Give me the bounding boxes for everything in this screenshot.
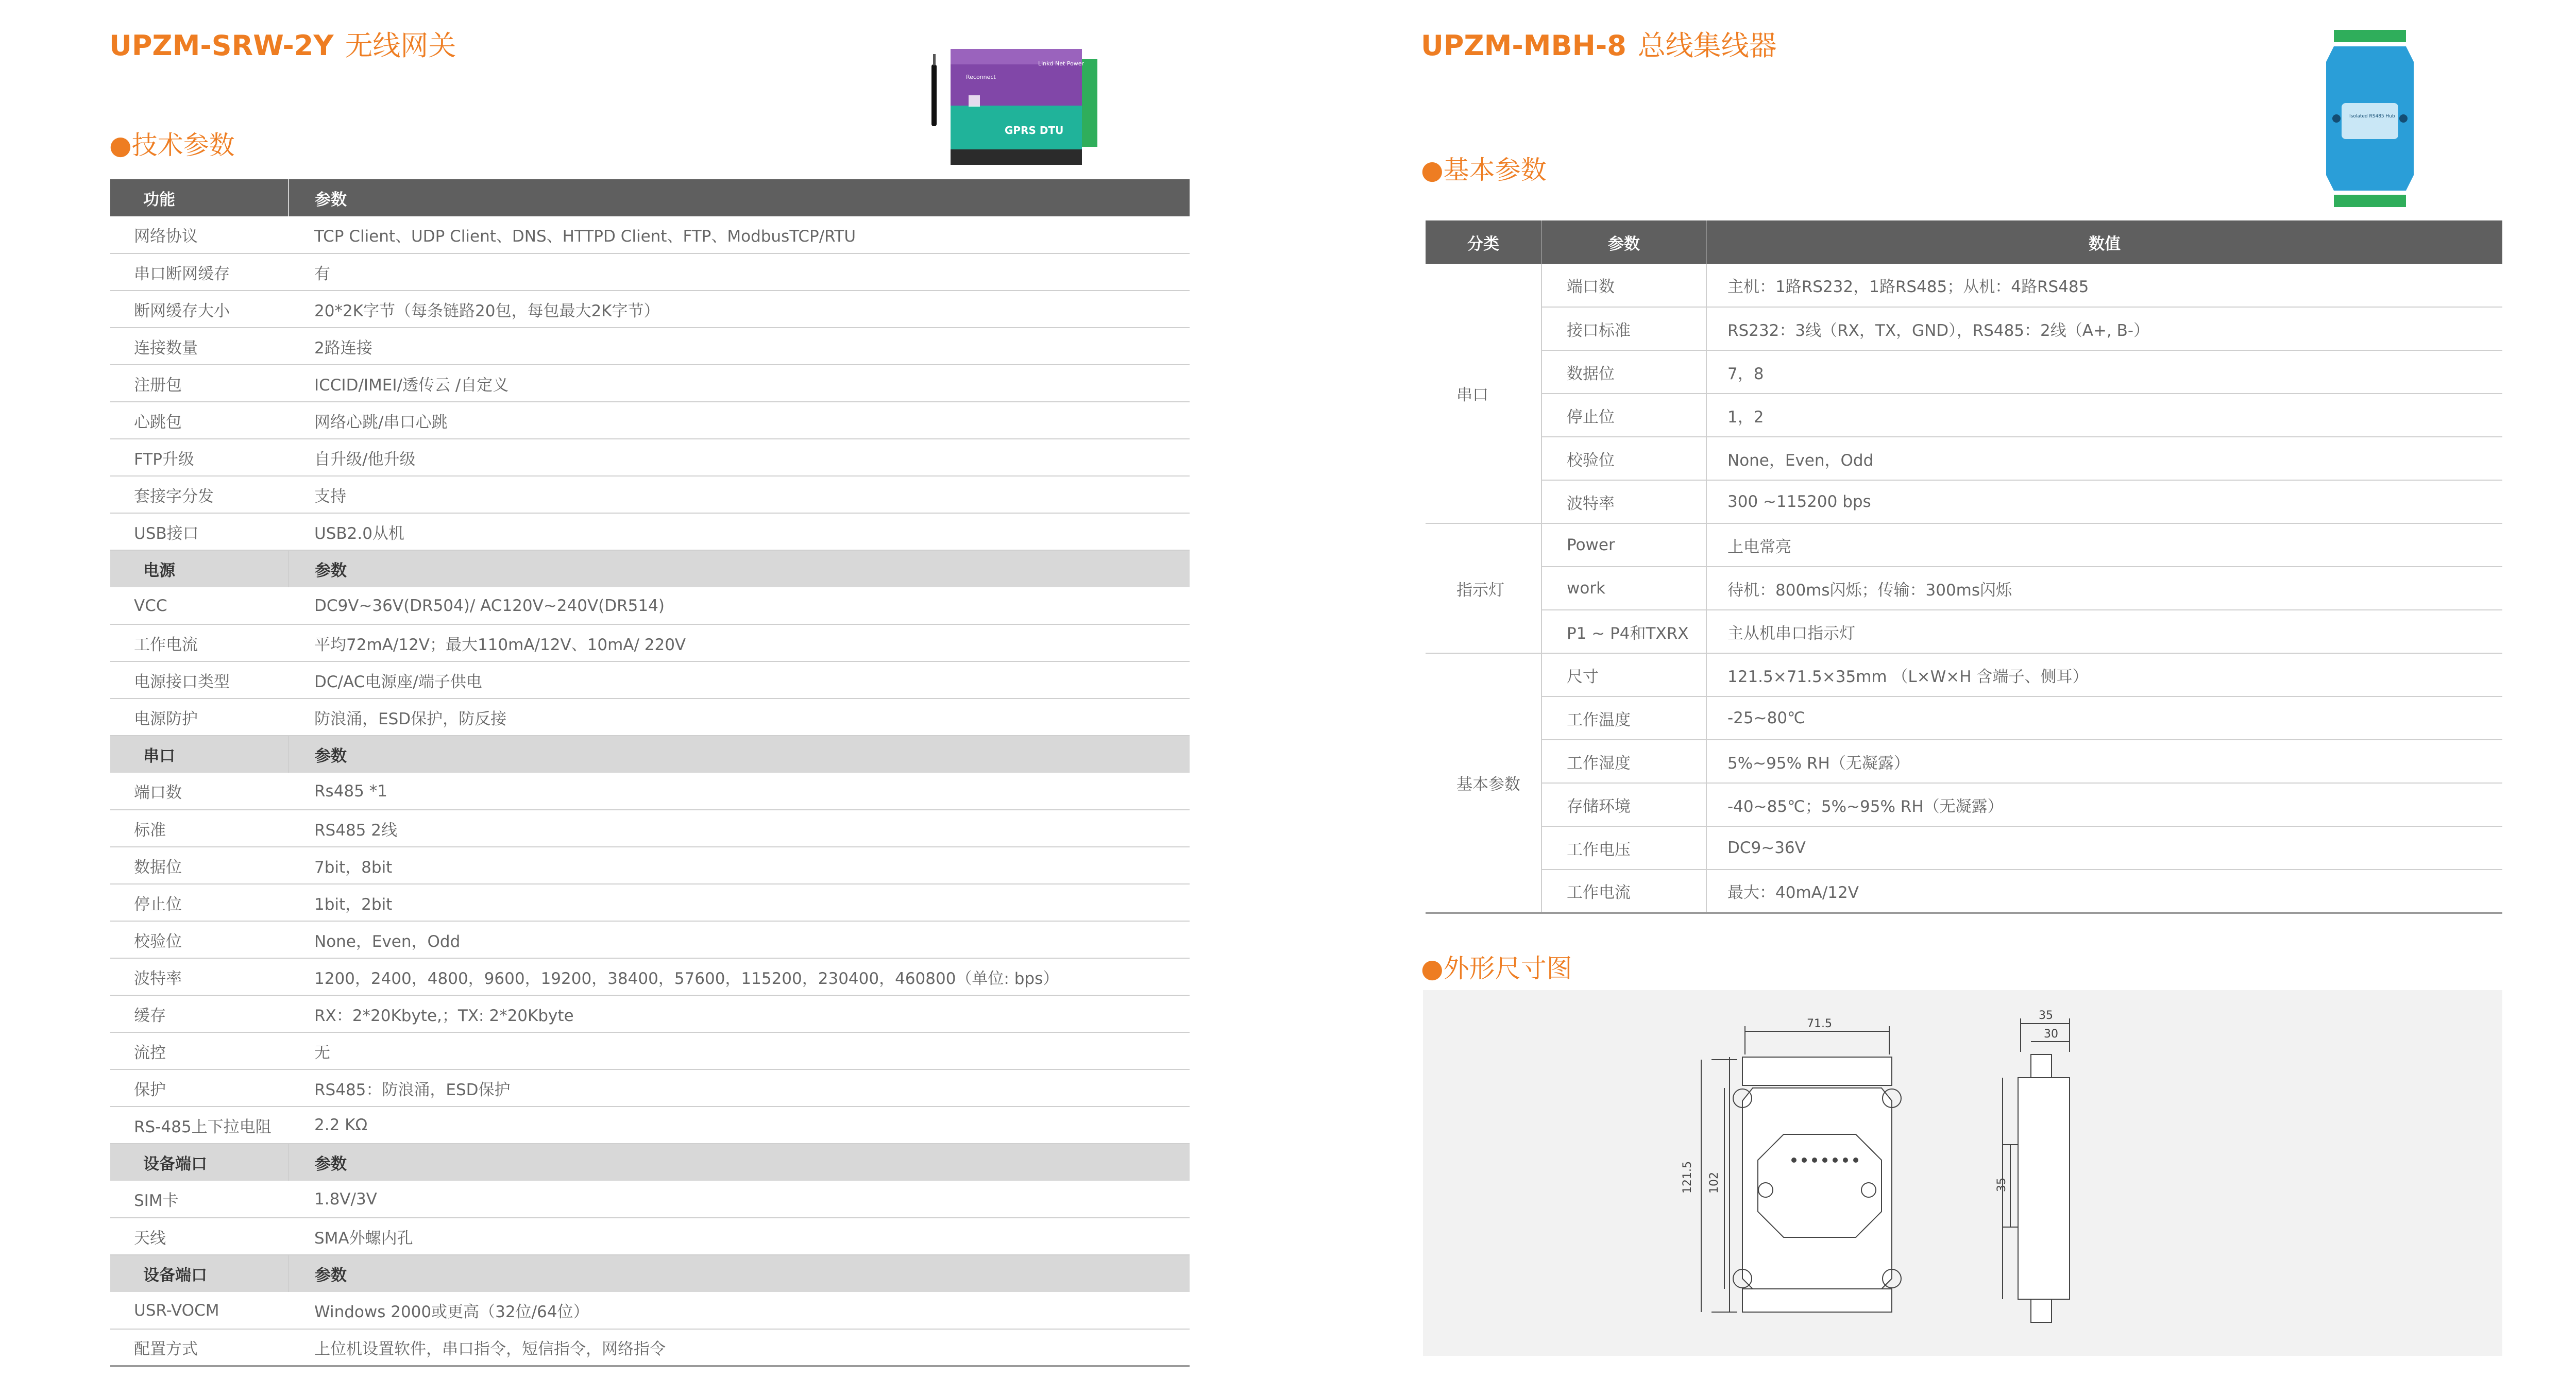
left-table-cell-function: 心跳包: [110, 402, 289, 439]
dim-height-body: 102: [1708, 1172, 1721, 1194]
left-section-label: ●技术参数: [109, 130, 235, 160]
left-table-cell-param: 防浪涌，ESD保护，防反接: [289, 699, 1190, 736]
right-table-param-cell: 工作电流: [1541, 870, 1706, 913]
left-table-cell-function: 缓存: [110, 995, 289, 1032]
left-table-cell-param: 7bit，8bit: [289, 847, 1190, 884]
left-table-cell-param: 支持: [289, 476, 1190, 513]
right-table-param-cell: 工作温度: [1541, 696, 1706, 740]
right-table-row: [1426, 740, 2502, 783]
left-table-row: [110, 773, 1190, 810]
right-table-param-cell: work: [1541, 567, 1706, 610]
right-spec-table: [1426, 220, 2502, 914]
dimension-section-label: ●外形尺寸图: [1421, 954, 1572, 983]
left-table-row: [110, 995, 1190, 1032]
left-table-row: [110, 661, 1190, 699]
left-table-cell-param: 1.8V/3V: [289, 1181, 1190, 1218]
left-table-cell-param: SMA外螺内孔: [289, 1218, 1190, 1255]
right-table-row: [1426, 350, 2502, 394]
left-table-cell-function: 设备端口: [110, 1144, 289, 1181]
left-table-cell-function: SIM卡: [110, 1181, 289, 1218]
right-table-header: [1426, 220, 2502, 264]
left-table-cell-param: 网络心跳/串口心跳: [289, 402, 1190, 439]
right-table-param-cell: Power: [1541, 523, 1706, 567]
left-table-cell-function: RS-485上下拉电阻: [110, 1107, 289, 1144]
right-table-value-cell: 1，2: [1706, 394, 2502, 437]
left-table-row: [110, 624, 1190, 661]
right-table-value-cell: 5%~95% RH（无凝露）: [1706, 740, 2502, 783]
left-spec-table-body: [110, 179, 1190, 1366]
right-table-param-cell: 校验位: [1541, 437, 1706, 480]
right-table-param-cell: 停止位: [1541, 394, 1706, 437]
left-table-cell-param: ICCID/IMEI/透传云 /自定义: [289, 365, 1190, 402]
right-table-row: [1426, 610, 2502, 653]
left-table-cell-function: 标准: [110, 810, 289, 847]
right-table-value-cell: 最大：40mA/12V: [1706, 870, 2502, 913]
right-table-row: [1426, 783, 2502, 826]
left-table-cell-param: Rs485 *1: [289, 773, 1190, 810]
left-table-row: [110, 1069, 1190, 1107]
right-table-value-cell: 主机：1路RS232，1路RS485；从机：4路RS485: [1706, 264, 2502, 307]
left-table-cell-function: 串口: [110, 736, 289, 773]
right-table-header-cell: 分类: [1426, 220, 1541, 264]
left-table-cell-function: 流控: [110, 1032, 289, 1069]
right-table-row: [1426, 523, 2502, 567]
left-table-cell-param: 自升级/他升级: [289, 439, 1190, 476]
left-table-cell-function: 校验位: [110, 921, 289, 958]
right-table-header-cell: 参数: [1541, 220, 1706, 264]
left-table-cell-function: 电源接口类型: [110, 661, 289, 699]
left-table-cell-function: 保护: [110, 1069, 289, 1107]
left-table-cell-function: 天线: [110, 1218, 289, 1255]
left-table-row: [110, 253, 1190, 291]
left-table-row: [110, 365, 1190, 402]
left-table-cell-param: 平均72mA/12V；最大110mA/12V、10mA/ 220V: [289, 624, 1190, 661]
left-table-cell-function: USB接口: [110, 513, 289, 550]
left-table-section-header: [110, 550, 1190, 587]
left-table-row: [110, 476, 1190, 513]
right-table-row: [1426, 437, 2502, 480]
right-table-value-cell: 121.5×71.5×35mm （L×W×H 含端子、侧耳）: [1706, 653, 2502, 696]
dimension-diagram: [1423, 990, 2502, 1356]
left-table-row: [110, 291, 1190, 328]
right-table-param-cell: 尺寸: [1541, 653, 1706, 696]
left-table-row: [110, 958, 1190, 995]
left-table-cell-function: 网络协议: [110, 216, 289, 253]
left-table-row: [110, 513, 1190, 550]
left-table-cell-function: USR-VOCM: [110, 1292, 289, 1329]
left-table-cell-param: 1bit，2bit: [289, 884, 1190, 921]
left-table-cell-function: 套接字分发: [110, 476, 289, 513]
right-table-value-cell: 上电常亮: [1706, 523, 2502, 567]
left-table-cell-param: 上位机设置软件，串口指令，短信指令，网络指令: [289, 1329, 1190, 1366]
left-table-row: [110, 402, 1190, 439]
left-table-cell-function: 设备端口: [110, 1255, 289, 1292]
left-table-row: [110, 1329, 1190, 1366]
left-table-cell-function: VCC: [110, 587, 289, 624]
left-table-cell-param: None，Even，Odd: [289, 921, 1190, 958]
left-table-section-header: [110, 736, 1190, 773]
svg-text:GPRS DTU: GPRS DTU: [1005, 124, 1064, 137]
right-table-group-cell: 串口: [1426, 264, 1541, 523]
left-table-cell-function: 停止位: [110, 884, 289, 921]
dim-height-total: 121.5: [1681, 1161, 1694, 1194]
left-table-row: [110, 439, 1190, 476]
left-table-row: [110, 328, 1190, 365]
right-table-value-cell: RS232：3线（RX，TX，GND），RS485：2线（A+, B-）: [1706, 307, 2502, 350]
left-table-cell-function: 数据位: [110, 847, 289, 884]
left-table-section-header: [110, 179, 1190, 216]
left-table-row: [110, 1107, 1190, 1144]
right-table-group-cell: 基本参数: [1426, 653, 1541, 913]
dim-depth-total: 35: [2039, 1009, 2053, 1022]
left-spec-table: [110, 179, 1190, 1367]
left-table-cell-param: 2.2 KΩ: [289, 1107, 1190, 1144]
right-table-row: [1426, 394, 2502, 437]
right-table-param-cell: 工作电压: [1541, 826, 1706, 870]
left-table-row: [110, 921, 1190, 958]
left-table-cell-function: 串口断网缓存: [110, 253, 289, 291]
left-table-cell-param: 参数: [289, 550, 1190, 587]
left-table-cell-function: 连接数量: [110, 328, 289, 365]
right-table-row: [1426, 567, 2502, 610]
right-table-row: [1426, 307, 2502, 350]
left-table-cell-param: DC/AC电源座/端子供电: [289, 661, 1190, 699]
right-table-row: [1426, 696, 2502, 740]
right-title-model: UPZM-MBH-8: [1421, 29, 1626, 62]
right-title: [1421, 24, 1777, 63]
left-table-row: [110, 1181, 1190, 1218]
left-table-cell-function: 电源: [110, 550, 289, 587]
left-table-cell-param: RX：2*20Kbyte,；TX: 2*20Kbyte: [289, 995, 1190, 1032]
left-table-cell-param: Windows 2000或更高（32位/64位）: [289, 1292, 1190, 1329]
right-table-group-cell: 指示灯: [1426, 523, 1541, 653]
left-table-cell-param: TCP Client、UDP Client、DNS、HTTPD Client、FTP、ModbusTCP/RTU: [289, 216, 1190, 253]
left-table-cell-param: 20*2K字节（每条链路20包，每包最大2K字节）: [289, 291, 1190, 328]
left-table-cell-function: 功能: [110, 179, 289, 216]
right-title-name: 总线集线器: [1637, 29, 1777, 62]
left-table-cell-function: 断网缓存大小: [110, 291, 289, 328]
gprs-dtu-device-image: [927, 28, 1103, 170]
dim-depth-body: 30: [2044, 1028, 2058, 1041]
left-table-row: [110, 1292, 1190, 1329]
right-table-param-cell: 接口标准: [1541, 307, 1706, 350]
left-table-cell-function: 工作电流: [110, 624, 289, 661]
left-title: [109, 24, 456, 63]
dim-side-height: 35: [1995, 1178, 2008, 1192]
right-table-value-cell: 主从机串口指示灯: [1706, 610, 2502, 653]
right-table-value-cell: -25~80℃: [1706, 696, 2502, 740]
right-spec-table-body: [1426, 220, 2502, 913]
right-table-value-cell: -40~85℃；5%~95% RH（无凝露）: [1706, 783, 2502, 826]
left-table-row: [110, 1032, 1190, 1069]
left-table-cell-param: 参数: [289, 736, 1190, 773]
right-table-row: [1426, 826, 2502, 870]
right-table-param-cell: P1 ~ P4和TXRX: [1541, 610, 1706, 653]
left-table-row: [110, 884, 1190, 921]
right-table-param-cell: 端口数: [1541, 264, 1706, 307]
left-table-cell-param: USB2.0从机: [289, 513, 1190, 550]
right-table-row: [1426, 653, 2502, 696]
left-table-section-header: [110, 1144, 1190, 1181]
right-table-row: [1426, 870, 2502, 913]
left-table-cell-function: FTP升级: [110, 439, 289, 476]
svg-text:Reconnect: Reconnect: [966, 74, 996, 80]
left-table-cell-function: 电源防护: [110, 699, 289, 736]
left-table-cell-param: 1200，2400，4800，9600，19200，38400，57600，115200，230400，460800（单位: bps）: [289, 958, 1190, 995]
right-table-header-cell: 数值: [1706, 220, 2502, 264]
left-table-cell-param: RS485：防浪涌，ESD保护: [289, 1069, 1190, 1107]
left-table-section-header: [110, 1255, 1190, 1292]
left-table-row: [110, 216, 1190, 253]
left-table-cell-function: 配置方式: [110, 1329, 289, 1366]
left-title-model: UPZM-SRW-2Y: [109, 29, 334, 62]
right-table-row: [1426, 264, 2502, 307]
right-table-param-cell: 波特率: [1541, 480, 1706, 523]
left-table-cell-function: 端口数: [110, 773, 289, 810]
left-table-cell-param: RS485 2线: [289, 810, 1190, 847]
right-table-param-cell: 存储环境: [1541, 783, 1706, 826]
left-table-cell-function: 注册包: [110, 365, 289, 402]
right-table-row: [1426, 480, 2502, 523]
right-table-value-cell: DC9~36V: [1706, 826, 2502, 870]
right-table-value-cell: 待机：800ms闪烁；传输：300ms闪烁: [1706, 567, 2502, 610]
left-table-cell-param: 参数: [289, 1144, 1190, 1181]
left-table-row: [110, 587, 1190, 624]
right-table-value-cell: 7，8: [1706, 350, 2502, 394]
right-table-param-cell: 工作湿度: [1541, 740, 1706, 783]
left-title-name: 无线网关: [345, 29, 456, 62]
left-table-cell-function: 波特率: [110, 958, 289, 995]
right-table-param-cell: 数据位: [1541, 350, 1706, 394]
right-table-value-cell: None，Even，Odd: [1706, 437, 2502, 480]
svg-text:Linkd Net Power: Linkd Net Power: [1038, 60, 1084, 67]
left-table-cell-param: 无: [289, 1032, 1190, 1069]
bus-hub-device-image: [2318, 26, 2421, 211]
left-table-cell-param: 有: [289, 253, 1190, 291]
dim-width: 71.5: [1807, 1017, 1832, 1030]
left-table-row: [110, 847, 1190, 884]
left-table-cell-param: 参数: [289, 1255, 1190, 1292]
right-table-value-cell: 300 ~115200 bps: [1706, 480, 2502, 523]
svg-text:Isolated RS485 Hub: Isolated RS485 Hub: [2349, 114, 2395, 119]
left-table-cell-param: 2路连接: [289, 328, 1190, 365]
left-table-row: [110, 1218, 1190, 1255]
left-table-row: [110, 810, 1190, 847]
left-table-cell-param: 参数: [289, 179, 1190, 216]
right-section-label: ●基本参数: [1421, 155, 1547, 185]
left-table-cell-param: DC9V~36V(DR504)/ AC120V~240V(DR514): [289, 587, 1190, 624]
left-table-row: [110, 699, 1190, 736]
